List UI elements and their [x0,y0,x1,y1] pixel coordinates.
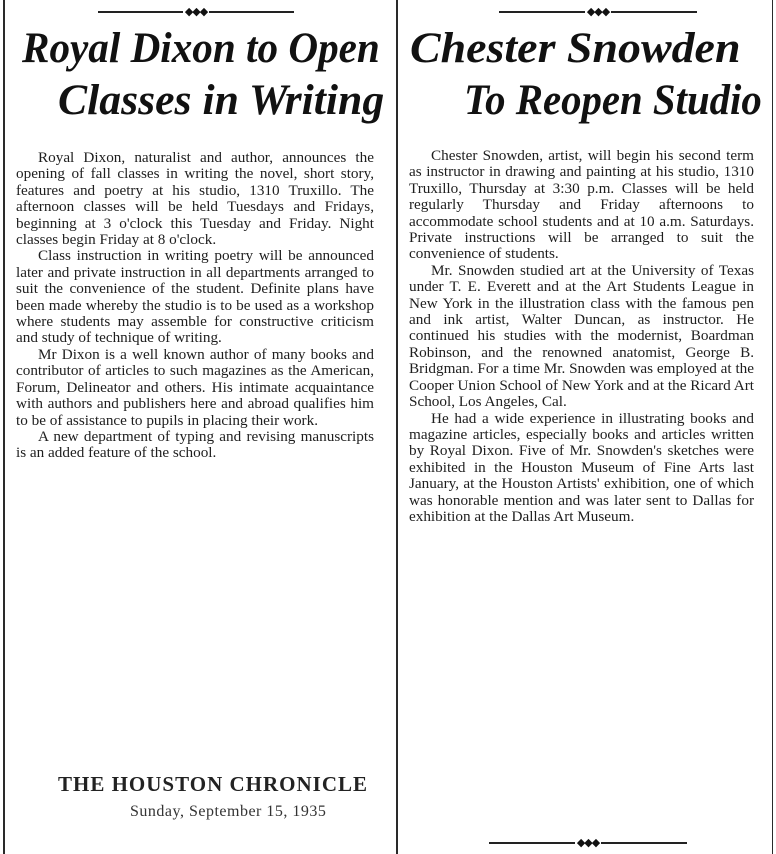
left-headline-line-2: Classes in Writing [58,77,385,124]
right-headline-line-1: Chester Snowden [410,25,741,72]
right-bottom-ornament [489,836,687,850]
right-headline-line-2: To Reopen Studio [464,77,762,124]
left-paragraph-2: Class instruction in writing poetry will be announced later and private instruction in all departments arranged to suit the convenience of the student. Definite plans have been made whereby the studio is to be used as a workshop where students may assemble for constructive criticism and study of technique of writing. [16,247,374,347]
right-paragraph-1: Chester Snowden, artist, will begin his second term as instructor in drawing and painting at his studio, 1310 Truxillo, Thursday at 3:30 p.m. Classes will be held regularly Thursday and Friday afternoons to accommodate school students and at 10 a.m. Saturdays. Private instructions will be arranged to suit the convenience of students. [409,147,754,263]
right-top-ornament [499,5,697,19]
left-paragraph-4: A new department of typing and revising manuscripts is an added feature of the school. [16,427,374,462]
left-paragraph-1: Royal Dixon, naturalist and author, announces the opening of fall classes in writing the novel, short story, features and poetry at his studio, 1310 Truxillo. The afternoon classes will be held Tuesdays and Fridays, beginning at 3 o'clock this Tuesday and Friday. Night classes begin Friday at 8 o'clock. [16,149,374,249]
left-top-ornament [98,5,294,19]
right-paragraph-2: Mr. Snowden studied art at the University of Texas under T. E. Everett and at the Art Students League in New York in the illustration class with the famous pen and ink artist, Walter Duncan, as instructor. He continued his studies with the modernist, Boardman Robinson, and the renowned anatomist, George B. Bridgman. For a time Mr. Snowden was employed at the Cooper Union School of New York and at the Ricard Art School, Los Angeles, Cal. [409,261,754,411]
diamond-ornament-icon: ◆◆◆ [184,5,208,18]
right-article-body [409,148,754,525]
left-article-body [16,150,374,462]
publication-name: THE HOUSTON CHRONICLE [58,772,369,796]
right-paragraph-3: He had a wide experience in illustrating books and magazine articles, especially books and articles written by Royal Dixon. Five of Mr. Snowden's sketches were exhibited in the Houston Museum of Fine Arts last January, at the Houston Artists' exhibition, one of which was honorable mention and was later sent to Dallas for exhibition at the Dallas Art Museum. [409,409,754,525]
diamond-ornament-icon: ◆◆◆ [576,836,600,849]
publication-date: Sunday, September 15, 1935 [130,803,327,820]
diamond-ornament-icon: ◆◆◆ [586,5,610,18]
left-headline-line-1: Royal Dixon to Open [22,25,380,72]
right-article [397,0,776,854]
left-paragraph-3: Mr Dixon is a well known author of many books and contributor of articles to such magazines as the American, Forum, Delineator and others. His intimate acquaintance with authors and publishers here and abroad qualifies him to be of assistance to pupils in placing their work. [16,345,374,429]
